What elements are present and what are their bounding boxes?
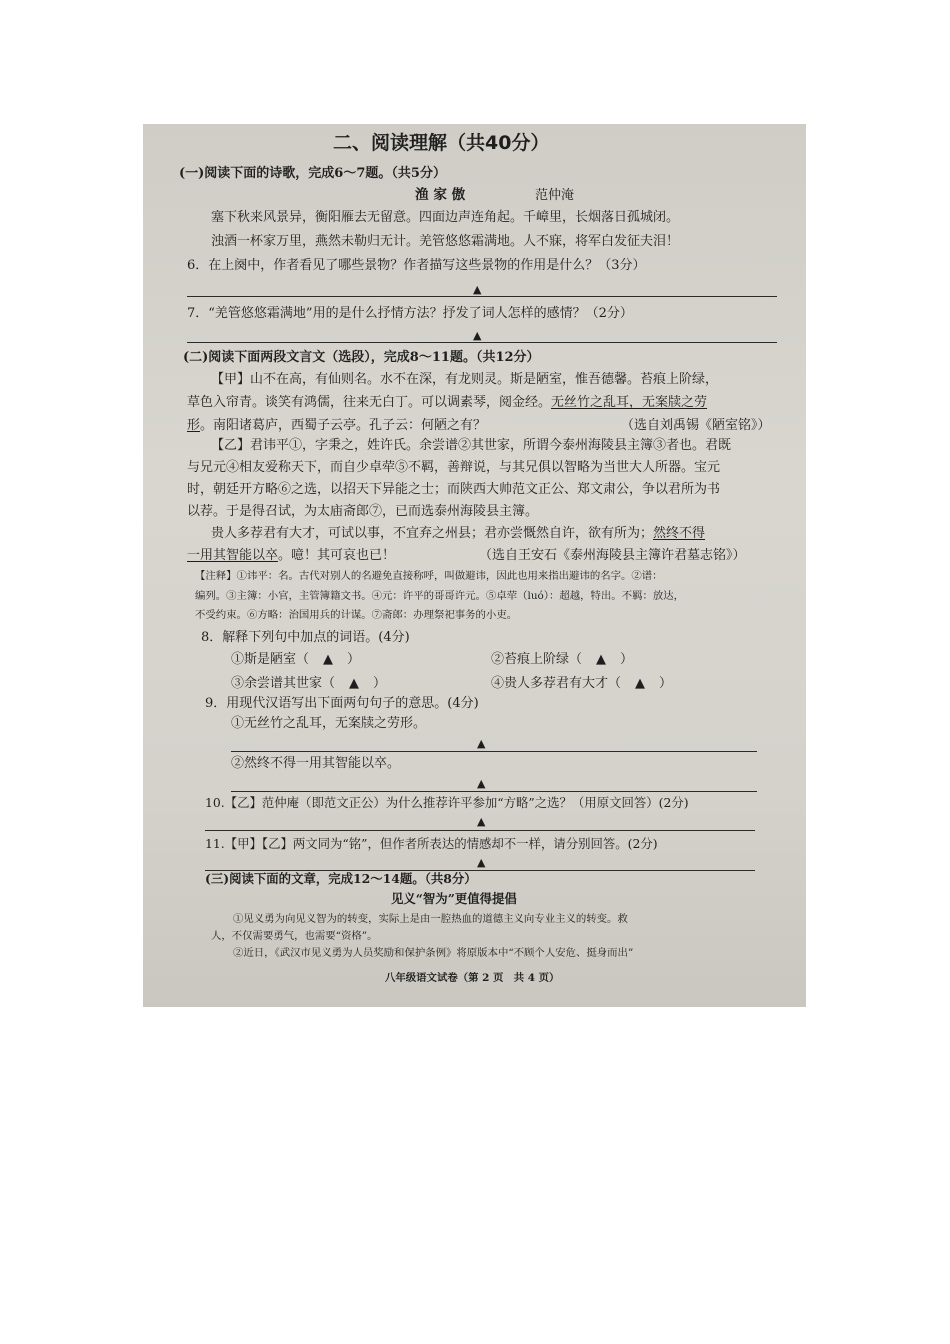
- page-footer: 八年级语文试卷（第 2 页 共 4 页）: [385, 972, 560, 984]
- q8-item-4: ④贵人多荐君有大才（ ▲ ）: [491, 676, 673, 691]
- article-p2-line-1: ②近日，《武汉市见义勇为人员奖励和保护条例》将原版本中“不顾个人安危、挺身而出”: [233, 947, 634, 959]
- answer-mark: ▲: [473, 283, 482, 296]
- question-11: 11.【甲】【乙】两文同为“铭”，但作者所表达的情感却不一样，请分别回答。(2分): [205, 836, 658, 851]
- q9-item-2: ②然终不得一用其智能以卒。: [231, 756, 401, 771]
- notes-line-2: 编列。③主簿：小官，主管簿籍文书。④元：许平的哥哥许元。⑤卓荦（luó）：超越，特出。不羁：放达，: [195, 590, 685, 602]
- article-title: 见义“智为”更值得提倡: [391, 891, 517, 906]
- answer-mark: ▲: [596, 652, 607, 667]
- q8-item-1: ①斯是陋室（ ▲ ）: [231, 652, 361, 667]
- part2-heading: (二)阅读下面两段文言文（选段），完成8～11题。（共12分）: [183, 350, 540, 365]
- article-p1-line-1: ①见义勇为向见义智为的转变，实际上是由一腔热血的道德主义向专业主义的转变。救: [233, 913, 628, 925]
- yi-line-4: 以荐。于是得召试，为太庙斋郎⑦，已而选泰州海陵县主簿。: [187, 504, 539, 519]
- poem-line-1: 塞下秋来风景异，衡阳雁去无留意。四面边声连角起。千嶂里，长烟落日孤城闭。: [211, 210, 680, 225]
- answer-mark: ▲: [477, 777, 486, 790]
- section-title: 二、阅读理解（共40分）: [333, 132, 550, 154]
- answer-mark: ▲: [323, 652, 334, 667]
- answer-line-q6[interactable]: [187, 296, 777, 297]
- answer-line-q9-2[interactable]: [231, 791, 757, 792]
- jia-source: （选自刘禹锡《陋室铭》）: [621, 418, 771, 433]
- yi-source: （选自王安石《泰州海陵县主簿许君墓志铭》）: [479, 548, 746, 563]
- yi-line-2: 与兄元④相友爱称天下，而自少卓荦⑤不羁，善辩说，与其兄俱以智略为当世大人所器。宝元: [187, 460, 721, 475]
- yi-line-6: 一用其智能以卒。噫！其可哀也已！: [187, 548, 396, 563]
- poem-author: 范仲淹: [535, 188, 575, 203]
- exam-page: [143, 124, 806, 1007]
- part3-heading: (三)阅读下面的文章，完成12～14题。（共8分）: [205, 871, 477, 886]
- yi-line-1: 【乙】君讳平①，字秉之，姓许氏。余尝谱②其世家，所谓今泰州海陵县主簿③者也。君既: [211, 438, 732, 453]
- yi-line-3: 时，朝廷开方略⑥之选，以招天下异能之士；而陕西大帅范文正公、郑文肃公，争以君所为书: [187, 482, 721, 497]
- article-p1-line-2: 人，不仅需要勇气，也需要“资格”。: [211, 930, 378, 942]
- answer-line-q9-1[interactable]: [231, 751, 757, 752]
- question-6: 6．在上阕中，作者看见了哪些景物？作者描写这些景物的作用是什么？（3分）: [187, 258, 646, 273]
- poem-title: 渔 家 傲: [415, 187, 466, 203]
- q8-item-2: ②苔痕上阶绿（ ▲ ）: [491, 652, 634, 667]
- q9-item-1: ①无丝竹之乱耳，无案牍之劳形。: [231, 716, 427, 731]
- q8-item-3: ③余尝谱其世家（ ▲ ）: [231, 676, 387, 691]
- answer-line-q7[interactable]: [187, 342, 777, 343]
- answer-mark: ▲: [349, 676, 360, 691]
- poem-line-2: 浊酒一杯家万里，燕然未勒归无计。羌管悠悠霜满地。人不寐，将军白发征夫泪！: [211, 234, 680, 249]
- answer-line-q10[interactable]: [205, 830, 755, 831]
- question-9: 9．用现代汉语写出下面两句句子的意思。(4分): [205, 696, 479, 711]
- yi-line-5: 贵人多荐君有大才，可试以事，不宜弃之州县；君亦尝慨然自许，欲有所为；然终不得: [211, 526, 706, 541]
- answer-mark: ▲: [477, 856, 486, 869]
- question-10: 10.【乙】范仲庵（即范文正公）为什么推荐许平参加“方略”之选？（用原文回答）(2分): [205, 795, 689, 810]
- notes-line-1: 【注释】①讳平：名。古代对别人的名避免直接称呼，叫做避讳，因此也用来指出避讳的名字。②谱：: [195, 570, 663, 582]
- answer-mark: ▲: [477, 737, 486, 750]
- question-8: 8．解释下列句中加点的词语。(4分): [201, 630, 410, 645]
- jia-line-2: 草色入帘青。谈笑有鸿儒，往来无白丁。可以调素琴，阅金经。无丝竹之乱耳，无案牍之劳: [187, 395, 708, 410]
- answer-mark: ▲: [477, 815, 486, 828]
- question-7: 7．“羌管悠悠霜满地”用的是什么抒情方法？抒发了词人怎样的感情？（2分）: [187, 306, 633, 321]
- jia-line-3: 形。南阳诸葛庐，西蜀子云亭。孔子云：何陋之有？: [187, 418, 487, 433]
- answer-mark: ▲: [635, 676, 646, 691]
- jia-line-1: 【甲】山不在高，有仙则名。水不在深，有龙则灵。斯是陋室，惟吾德馨。苔痕上阶绿，: [211, 372, 719, 387]
- answer-mark: ▲: [473, 329, 482, 342]
- part1-heading: (一)阅读下面的诗歌，完成6～7题。（共5分）: [179, 166, 446, 181]
- notes-line-3: 不受约束。⑥方略：治国用兵的计谋。⑦斋郎：办理祭祀事务的小吏。: [195, 609, 518, 621]
